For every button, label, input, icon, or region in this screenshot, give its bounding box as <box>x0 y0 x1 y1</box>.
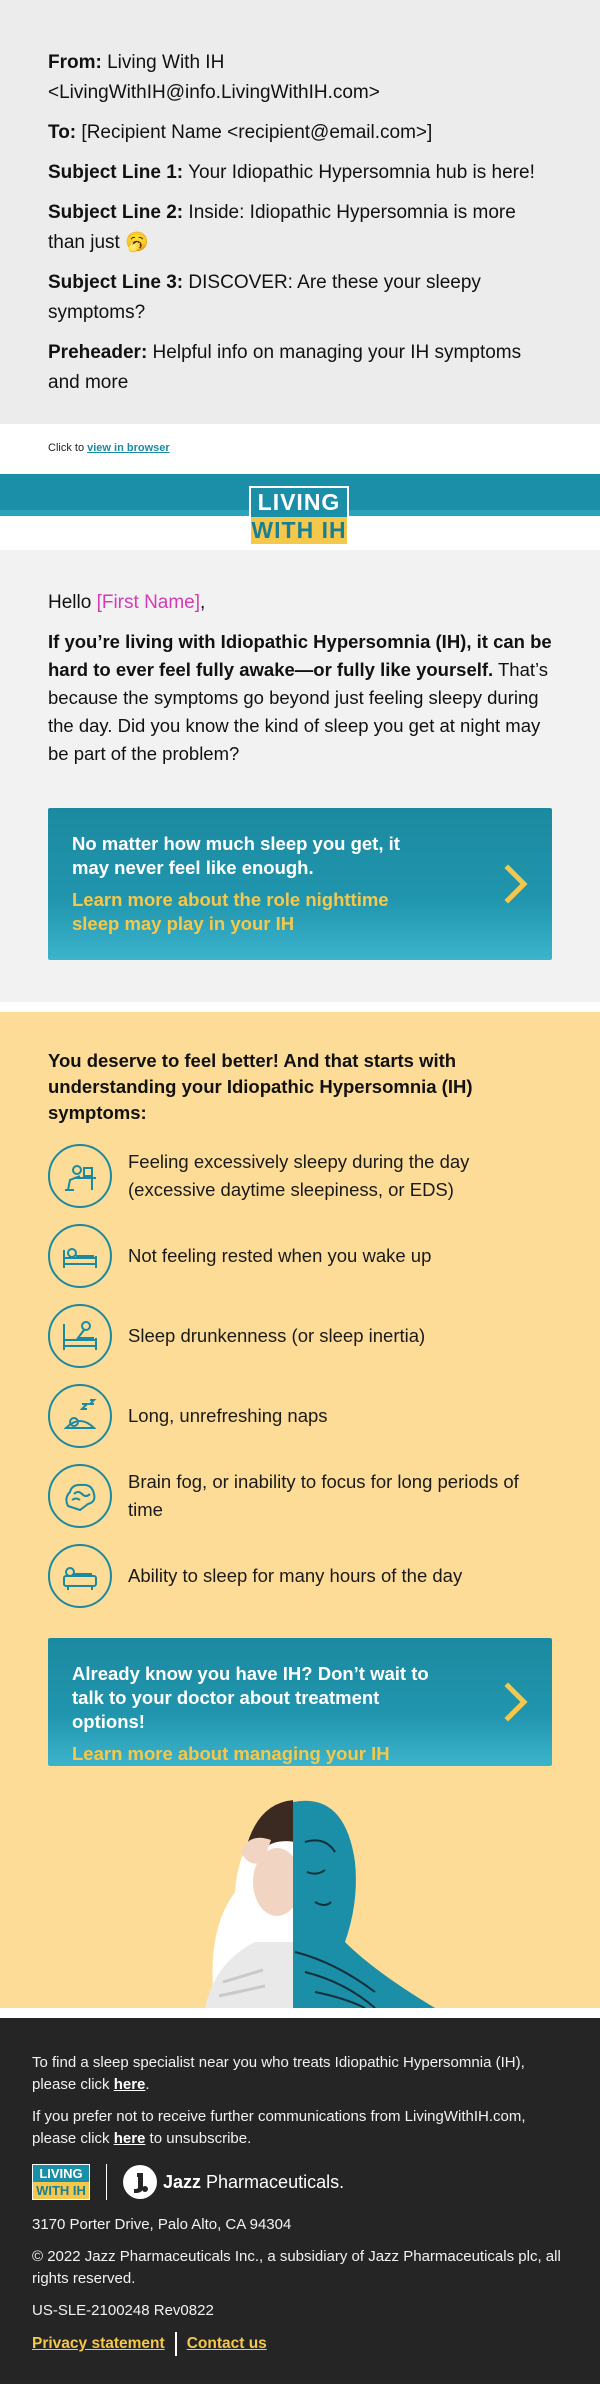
jazz-wordmark <box>163 2172 344 2193</box>
section-divider <box>0 2008 600 2018</box>
symptom-item <box>48 1456 552 1536</box>
from-value: Living With IH <LivingWithIH@info.LivingWithIH.com> <box>48 52 380 103</box>
footer-logos <box>32 2160 568 2204</box>
cta1-lead: No matter how much sleep you get, it may never feel like enough. <box>72 833 400 878</box>
living-with-ih-logo[interactable] <box>249 486 349 546</box>
logo-separator <box>106 2164 107 2200</box>
jazz-wordmark-bold: Jazz <box>163 2171 202 2192</box>
from-line <box>48 48 552 108</box>
jazz-wordmark-rest: Pharmaceuticals. <box>201 2171 345 2192</box>
symptoms-heading: You deserve to feel better! And that starts with understanding your Idiopathic Hypersomnia (IH) symptoms: <box>48 1050 473 1123</box>
subject1-label: Subject Line 1: <box>48 162 184 183</box>
cta1-link-text: Learn more about the role nighttime sleep may play in your IH <box>72 889 389 934</box>
symptom-item <box>48 1136 552 1216</box>
couch-sleeper-icon <box>48 1544 112 1608</box>
footer-logo-bottom: WITH IH <box>33 2182 89 2199</box>
symptoms-section <box>0 1012 600 2008</box>
footer <box>0 2018 600 2384</box>
logo-band <box>0 474 600 550</box>
symptom-text: Ability to sleep for many hours of the day <box>128 1565 463 1586</box>
nighttime-sleep-cta[interactable] <box>48 808 552 960</box>
section-divider <box>0 1002 600 1012</box>
footer-living-with-ih-logo[interactable] <box>32 2164 90 2200</box>
company-address: 3170 Porter Drive, Palo Alto, CA 94304 <box>32 2216 292 2233</box>
privacy-statement-link[interactable]: Privacy statement <box>32 2335 165 2352</box>
links-separator <box>175 2332 177 2356</box>
copyright-text: © 2022 Jazz Pharmaceuticals Inc., a subsidiary of Jazz Pharmaceuticals plc, all rights reserved. <box>32 2248 561 2287</box>
chevron-right-icon <box>502 1682 530 1722</box>
symptom-text: Sleep drunkenness (or sleep inertia) <box>128 1325 426 1346</box>
subject3-label: Subject Line 3: <box>48 272 184 293</box>
preheader-value: Helpful info on managing your IH symptoms and more <box>48 342 522 393</box>
unsubscribe-paragraph <box>32 2106 568 2150</box>
chevron-right-icon <box>502 864 530 904</box>
cta2-link-text: Learn more about managing your IH <box>72 1743 390 1764</box>
reference-code: US-SLE-2100248 Rev0822 <box>32 2302 214 2319</box>
symptom-text: Not feeling rested when you wake up <box>128 1245 432 1266</box>
symptom-item <box>48 1296 552 1376</box>
specialist-link[interactable]: here <box>113 2076 146 2093</box>
to-value: [Recipient Name <recipient@email.com>] <box>76 122 433 143</box>
logo-top-text: LIVING <box>251 488 347 517</box>
footer-logo-top: LIVING <box>33 2165 89 2182</box>
specialist-paragraph <box>32 2052 568 2096</box>
jazz-pharmaceuticals-logo[interactable] <box>123 2165 344 2199</box>
subject-line-2 <box>48 198 552 258</box>
email-meta-header <box>0 0 600 424</box>
preheader-label: Preheader: <box>48 342 148 363</box>
subject2-value: Inside: Idiopathic Hypersomnia is more than just 🥱 <box>48 202 516 253</box>
to-label: To: <box>48 122 77 143</box>
jazz-logo-icon <box>123 2165 157 2199</box>
view-in-browser-prefix: Click to <box>48 442 88 454</box>
preheader-line <box>48 338 552 398</box>
view-in-browser-link[interactable]: view in browser <box>87 442 170 454</box>
symptom-item <box>48 1216 552 1296</box>
greeting-hello: Hello <box>48 592 97 613</box>
intro-rest: That’s because the symptoms go beyond just feeling sleepy during the day. Did you know the kind of sleep you get at night may be part of the problem? <box>48 659 549 764</box>
footer-links <box>32 2332 568 2356</box>
intro-bold: If you’re living with Idiopathic Hypersomnia (IH), it can be hard to ever feel fully awake—or fully like yourself. <box>48 631 552 680</box>
brain-fog-icon <box>48 1464 112 1528</box>
greeting <box>48 590 552 616</box>
symptom-item <box>48 1536 552 1616</box>
subject-line-1 <box>48 158 552 188</box>
cta2-lead: Already know you have IH? Don’t wait to talk to your doctor about treatment options! <box>72 1663 429 1732</box>
desk-sleeper-icon <box>48 1144 112 1208</box>
greeting-comma: , <box>200 592 206 613</box>
contact-us-link[interactable]: Contact us <box>186 2335 267 2352</box>
view-in-browser-row <box>0 424 600 474</box>
symptom-text: Feeling excessively sleepy during the day (excessive daytime sleepiness, or EDS) <box>128 1151 470 1200</box>
symptom-item <box>48 1376 552 1456</box>
split-face-illustration <box>145 1782 455 2008</box>
unsubscribe-end: to unsubscribe. <box>145 2130 252 2147</box>
managing-ih-cta[interactable] <box>48 1638 552 1766</box>
from-label: From: <box>48 52 102 73</box>
nap-zzz-icon <box>48 1384 112 1448</box>
subject-line-3 <box>48 268 552 328</box>
bed-sitting-icon <box>48 1304 112 1368</box>
intro-paragraph <box>48 628 552 768</box>
symptom-text: Long, unrefreshing naps <box>128 1405 328 1426</box>
symptom-text: Brain fog, or inability to focus for long periods of time <box>128 1471 519 1520</box>
bed-icon <box>48 1224 112 1288</box>
specialist-end: . <box>145 2076 150 2093</box>
unsubscribe-text: If you prefer not to receive further communications from LivingWithIH.com, please click <box>32 2108 526 2147</box>
specialist-text: To find a sleep specialist near you who treats Idiopathic Hypersomnia (IH), please click <box>32 2054 525 2093</box>
subject3-value: DISCOVER: Are these your sleepy symptoms? <box>48 272 481 323</box>
unsubscribe-link[interactable]: here <box>113 2130 146 2147</box>
intro-section <box>0 550 600 1002</box>
subject1-value: Your Idiopathic Hypersomnia hub is here! <box>183 162 535 183</box>
first-name-merge-field: [First Name] <box>96 592 201 613</box>
to-line <box>48 118 552 148</box>
subject2-label: Subject Line 2: <box>48 202 184 223</box>
logo-bottom-text: WITH IH <box>251 517 347 543</box>
